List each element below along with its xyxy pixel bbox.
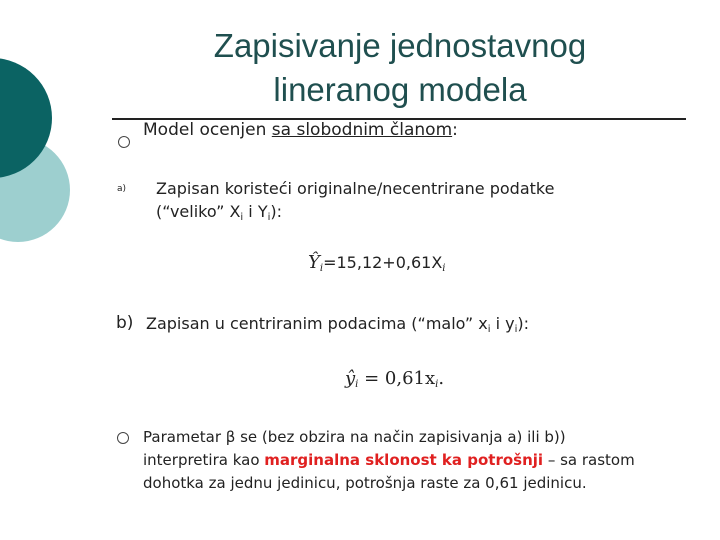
item-b-marker: b): [116, 313, 134, 333]
equation-a-lhs: Ŷ: [308, 252, 320, 273]
item-b-sub-1: i: [487, 324, 491, 335]
item-a-line-1: Zapisan koristeći originalne/necentrirane podatke: [156, 179, 555, 198]
item-a-line-2: [156, 200, 554, 229]
item-b-prefix: Zapisan u centriranim podacima (“malo” x: [146, 314, 488, 333]
intro-prefix: Model ocenjen: [143, 120, 272, 140]
equation-a: [308, 252, 446, 274]
item-a-line-2-prefix: (“veliko” X: [156, 202, 241, 221]
equation-b: [345, 368, 444, 390]
item-b-mid: i y: [490, 314, 515, 333]
equation-b-lhs-sub: i: [355, 379, 359, 390]
bullet-circle-icon: [117, 432, 129, 444]
item-a-line-2-mid: i Y: [243, 202, 268, 221]
paragraph-text: [143, 426, 635, 495]
decorative-circles: [0, 0, 90, 300]
paragraph-line-2: [143, 449, 635, 472]
paragraph-highlight: marginalna sklonost ka potrošnji: [264, 451, 544, 469]
item-b-suffix: ):: [517, 314, 530, 333]
bullet-circle-icon: [118, 136, 130, 148]
item-b-text: [146, 314, 529, 335]
equation-a-rhs-sub: i: [442, 263, 446, 274]
intro-suffix: :: [452, 120, 458, 140]
title-line-2: lineranog modela: [273, 71, 527, 108]
item-b-sub-2: i: [514, 324, 518, 335]
equation-a-lhs-sub: i: [319, 263, 324, 274]
equation-b-rhs: = 0,61x: [358, 368, 436, 389]
equation-a-rhs: =15,12+0,61X: [323, 253, 443, 272]
paragraph-line-1: Parametar β se (bez obzira na način zapisivanja a) ili b)): [143, 428, 566, 446]
title-line-1: Zapisivanje jednostavnog: [213, 27, 587, 64]
item-a-text: [156, 177, 554, 229]
paragraph-line-2-prefix: interpretira kao: [143, 451, 265, 469]
equation-b-end: .: [438, 368, 445, 389]
paragraph-line-3: dohotka za jednu jedinicu, potrošnja raste za 0,61 jedinicu.: [143, 474, 587, 492]
equation-b-lhs: ŷ: [345, 368, 356, 389]
item-a-sub-2: i: [267, 212, 271, 223]
item-a-marker: a): [117, 184, 127, 194]
intro-text: [143, 120, 458, 140]
intro-underlined: sa slobodnim članom: [271, 120, 453, 140]
equation-b-rhs-sub: i: [435, 379, 439, 390]
slide-title: [180, 24, 620, 112]
item-a-sub-1: i: [240, 212, 244, 223]
circles-graphic: [0, 0, 90, 300]
item-a-line-2-suffix: ):: [270, 202, 283, 221]
paragraph-line-2-suffix: – sa rastom: [543, 451, 635, 469]
